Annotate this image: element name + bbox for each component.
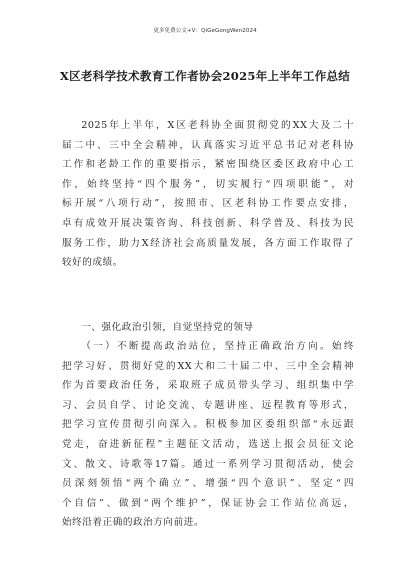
header-note: 更多免费公文+V：QiGeGongWen2024 <box>153 28 257 34</box>
text-line: 习、会员自学、讨论交流、专题讲座、远程教育等形式， <box>62 399 354 411</box>
text-line: （一）不断提高政治站位，坚持正确政治方向。始终 <box>81 341 354 352</box>
text-line: 卓有成效开展决策咨询、科技创新、科学普及、科技为民 <box>62 217 354 229</box>
text-line: 作为首要政治任务，采取班子成员带头学习、组织集中学 <box>62 380 354 392</box>
text-line: 把学习好、贯彻好党的XX大和二十届二中、三中全会精神 <box>62 360 354 372</box>
document-title: X区老科学技术教育工作者协会2025年上半年工作总结 <box>59 69 351 83</box>
text-line: 2025年上半年，X区老科协全面贯彻党的XX大及二十 <box>81 120 354 131</box>
text-line: 标开展“八项行动”，按照市、区老科协工作要点安排， <box>62 198 354 210</box>
text-line: 把学习宣传贯彻引向深入。积极参加区委组织部“永远跟 <box>62 419 354 431</box>
text-line: 届二中、三中全会精神，认真落实习近平总书记对老科协 <box>62 139 354 151</box>
text-line: 服务工作，助力X经济社会高质量发展，各方面工作取得了 <box>62 237 354 249</box>
section-heading <box>62 318 354 338</box>
text-line: 员深刻领悟“两个确立”、增强“四个意识”、坚定“四 <box>62 478 354 490</box>
text-line: 个自信”、做到“两个维护”，保证协会工作站位高远， <box>62 497 354 509</box>
intro-paragraph <box>62 116 354 273</box>
text-line: 较好的成绩。 <box>62 257 123 269</box>
text-line: 始终沿着正确的政治方向前进。 <box>62 517 205 529</box>
section-heading-text: 一、强化政治引领，自觉坚持党的领导 <box>81 322 254 333</box>
section-paragraph <box>62 337 354 533</box>
text-line: 党走，奋进新征程”主题征文活动，选送上报会员征文论 <box>62 438 354 450</box>
text-line: 作，始终坚持“四个服务”，切实履行“四项职能”，对 <box>62 178 354 190</box>
text-line: 文、散文、诗歌等17篇。通过一系列学习贯彻活动，使会 <box>62 458 354 470</box>
text-line: 工作和老龄工作的重要指示，紧密围绕区委区政府中心工 <box>62 159 354 171</box>
